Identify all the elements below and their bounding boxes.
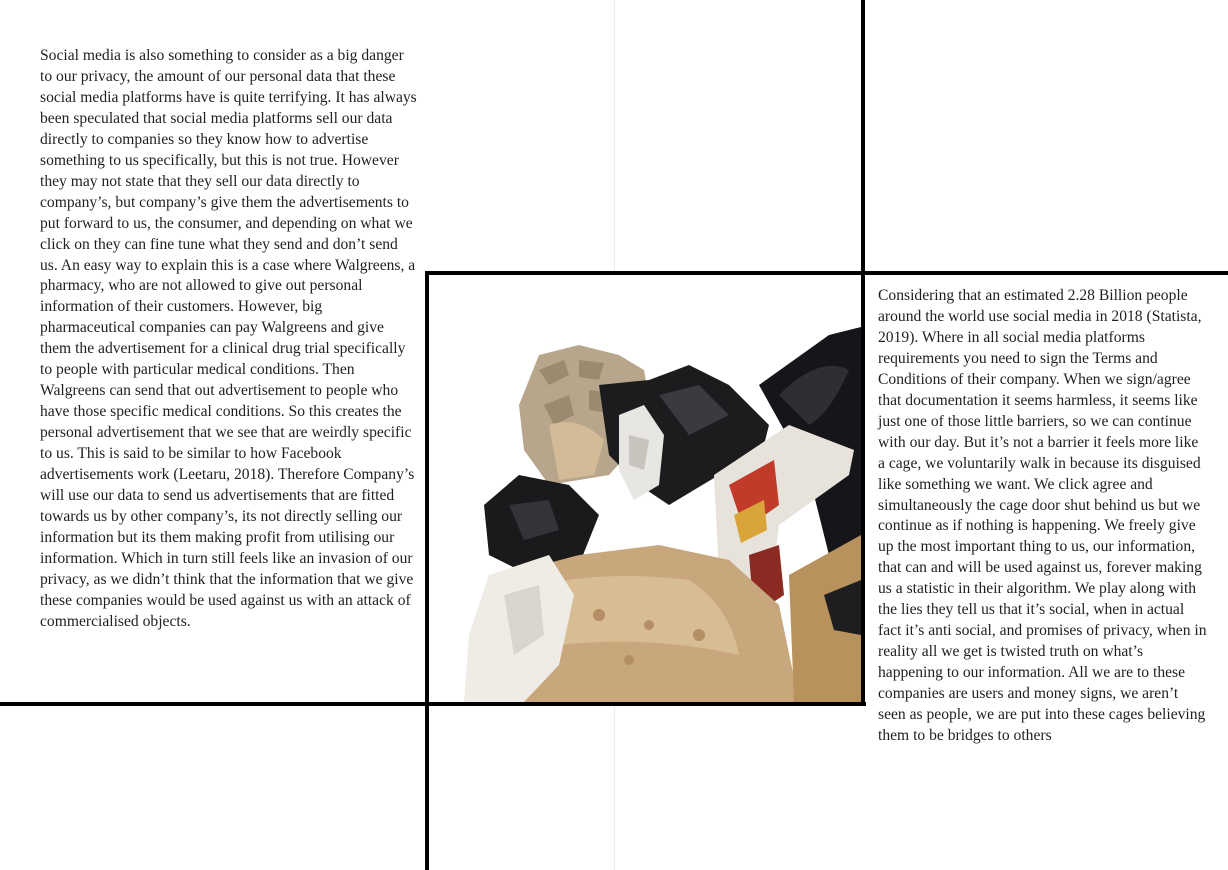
- right-body-text: Considering that an estimated 2.28 Billion people around the world use social media in 2018 (Statista, 2019). Where in all social media platforms requirements you need to sign the Terms and Conditions of their company. When we sign/agree that documentation it seems harmless, it seems like just one of those little barriers, so we can continue with our day. But it’s not a barrier it feels more like a cage, we voluntarily walk in because its disguised like something we want. We click agree and simultaneously the cage door shut behind us but we continue as if nothing is happening. We freely give up the most important thing to us, our information, that can and will be used against us, forever making us a statistic in their algorithm. We play along with the lies they tell us that it’s social, when in actual fact it’s anti social, and promises of privacy, when in reality all we get is twisted truth on what’s happening to our information. All we are to these companies are users and money signs, we aren’t seen as people, we are put into these cages believing them to be bridges to others: [878, 287, 1207, 745]
- left-body-text: Social media is also something to consider as a big danger to our privacy, the amount of our personal data that these social media platforms have is quite terrifying. It has always been speculated that social media platforms sell our data directly to companies so they know how to advertise something to us specifically, but this is not true. However they may not state that they sell our data directly to company’s, but company’s give them the advertisements to put forward to us, the consumer, and depending on what we click on they can fine tune what they send and don’t send us. An easy way to explain this is a case where Walgreens, a pharmacy, who are not allowed to give out personal information of their customers. However, big pharmaceutical companies can pay Walgreens and give them the advertisement for a clinical drug trial specifically to people with particular medical conditions. Then Walgreens can send that out advertisement to people who have those specific medical conditions. So this creates the personal advertisement that we see that are weirdly specific to us. This is said to be similar to how Facebook advertisements work (Leetaru, 2018). Therefore Company’s will use our data to send us advertisements that are fitted towards us by other company’s, its not directly selling our information but its them making profit from utilising our information. Which in turn still feels like an invasion of our privacy, as we didn’t think that the information that we give these companies would be used against us with an attack of commercialised objects.: [40, 47, 417, 630]
- rule-bottom-left: [0, 702, 866, 706]
- rule-vertical-right: [861, 0, 865, 706]
- rubbish-photo: [429, 275, 861, 702]
- pile-of-rubbish-icon: [429, 275, 861, 702]
